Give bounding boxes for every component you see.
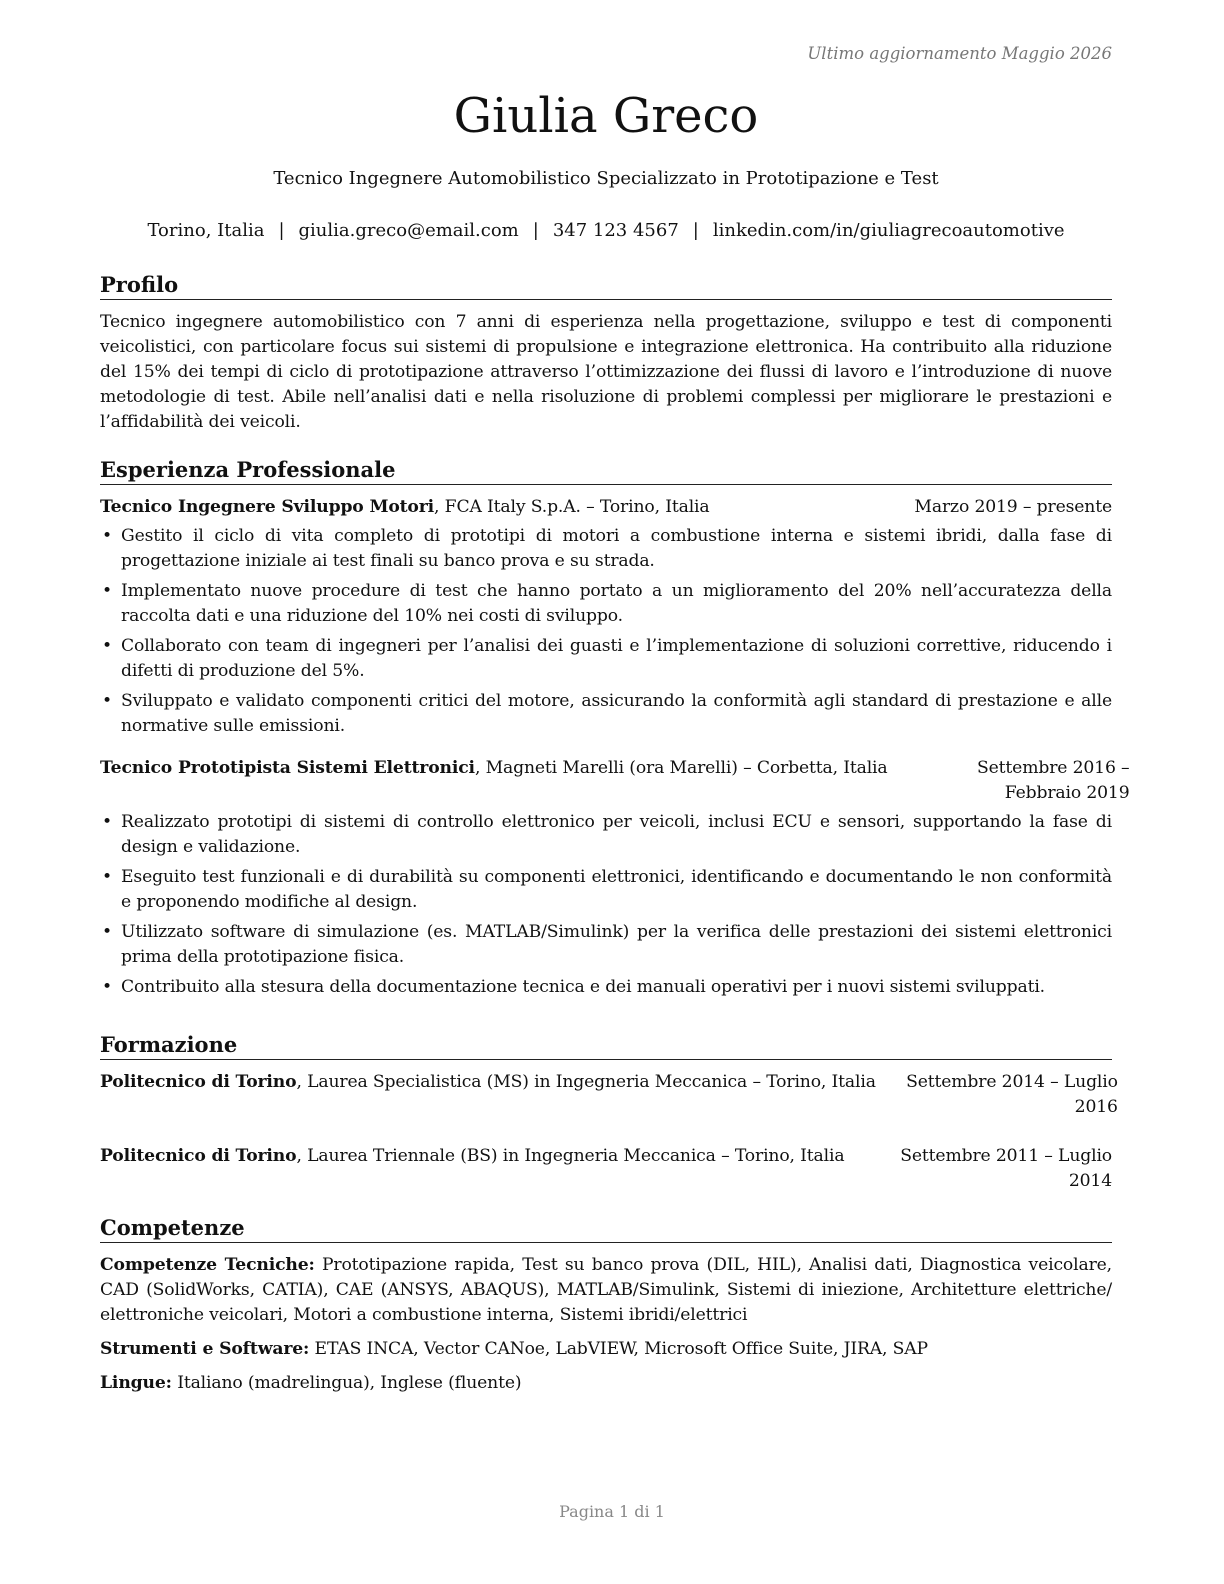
experience-section [100,457,1130,1005]
page-number: Pagina 1 di 1 [559,1502,665,1521]
bullet-icon: • [102,922,112,942]
education-entry [100,1070,1118,1120]
skill-label: Lingue: [100,1373,172,1393]
bullet-icon: • [102,812,112,832]
bullet-item: • Collaborato con team di ingegneri per l’analisi dei guasti e l’implementazione di soluzioni correttive, riducendo i difetti di produzione del 5%. [102,636,1112,681]
bullet-icon: • [102,867,112,887]
education-entry [100,1144,1112,1194]
education-degree: , Laurea Triennale (BS) in Ingegneria Meccanica – Torino, Italia [296,1146,845,1166]
bullet-item: • Sviluppato e validato componenti critici del motore, assicurando la conformità agli standard di prestazione e alle normative sulle emissioni. [102,691,1112,736]
contact-separator: | [532,220,539,241]
job-header [100,495,1112,520]
skill-value: Italiano (madrelingua), Inglese (fluente) [177,1373,522,1393]
job-role: Tecnico Ingegnere Sviluppo Motori [100,497,435,517]
job-role: Tecnico Prototipista Sistemi Elettronici [100,758,475,778]
bullet-item: • Utilizzato software di simulazione (es. MATLAB/Simulink) per la verifica delle prestazioni dei sistemi elettronici prima della prototipazione fisica. [102,922,1112,967]
education-dates: Settembre 2011 – Luglio 2014 [900,1146,1112,1191]
skill-group-technical [100,1253,1112,1328]
section-title-education: Formazione [100,1032,1112,1060]
profile-section [100,272,1112,435]
education-school: Politecnico di Torino [100,1072,297,1092]
job-company: , Magneti Marelli (ora Marelli) – Corbetta, Italia [474,758,888,778]
job-bullets [100,524,1112,739]
section-title-experience: Esperienza Professionale [100,457,1112,485]
bullet-item: • Eseguito test funzionali e di durabilità su componenti elettronici, identificando e documentando le non conformità e proponendo modifiche al design. [102,867,1112,912]
section-title-profile: Profilo [100,272,1112,300]
candidate-headline: Tecnico Ingegnere Automobilistico Specializzato in Prototipazione e Test [273,168,939,189]
job-entry [100,756,1130,1000]
bullet-icon: • [102,691,112,711]
job-dates: Settembre 2016 – Febbraio 2019 [977,758,1130,803]
last-updated-note: Ultimo aggiornamento Maggio 2026 [807,44,1112,63]
bullet-item: • Gestito il ciclo di vita completo di prototipi di motori a combustione interna e sistemi ibridi, dalla fase di progettazione iniziale ai test finali su banco prova e su strada. [102,526,1112,571]
skill-value: Prototipazione rapida, Test su banco prova (DIL, HIL), Analisi dati, Diagnostica veicolare, CAD (SolidWorks, CATIA), CAE (ANSYS, ABAQUS), MATLAB/Simulink, Sistemi di iniezione, Architetture elettriche/ elettroniche veicolari, Motori a combustione interna, Sistemi ibridi/elettrici [100,1255,1112,1325]
education-dates: Settembre 2014 – Luglio 2016 [906,1072,1118,1117]
bullet-item: • Contribuito alla stesura della documentazione tecnica e dei manuali operativi per i nuovi sistemi sviluppati. [100,975,1112,1000]
section-title-skills: Competenze [100,1215,1112,1243]
skill-label: Strumenti e Software: [100,1339,310,1359]
contact-separator: | [278,220,285,241]
job-company: , FCA Italy S.p.A. – Torino, Italia [434,497,710,517]
contact-line [100,219,1112,243]
contact-location: Torino, Italia [147,220,265,241]
contact-phone[interactable]: 347 123 4567 [552,220,679,241]
education-school: Politecnico di Torino [100,1146,297,1166]
job-bullets [100,810,1112,1000]
education-section [100,1032,1118,1194]
contact-linkedin[interactable]: linkedin.com/in/giuliagrecoautomotive [712,220,1065,241]
bullet-icon: • [102,977,112,997]
bullet-item: • Implementato nuove procedure di test che hanno portato a un miglioramento del 20% nell’accuratezza della raccolta dati e una riduzione del 10% nei costi di sviluppo. [102,581,1112,626]
skill-label: Competenze Tecniche: [100,1255,315,1275]
contact-separator: | [692,220,699,241]
bullet-item: • Realizzato prototipi di sistemi di controllo elettronico per veicoli, inclusi ECU e sensori, supportando la fase di design e validazione. [102,812,1112,857]
job-header [100,756,1130,806]
skill-value: ETAS INCA, Vector CANoe, LabVIEW, Microsoft Office Suite, JIRA, SAP [314,1339,928,1359]
education-degree: , Laurea Specialistica (MS) in Ingegneria Meccanica – Torino, Italia [296,1072,876,1092]
bullet-icon: • [102,526,112,546]
skill-group-tools [100,1337,1112,1362]
job-dates: Marzo 2019 – presente [914,497,1112,517]
job-entry [100,495,1112,739]
bullet-icon: • [102,581,112,601]
skill-group-languages [100,1371,1112,1396]
bullet-icon: • [102,636,112,656]
candidate-name: Giulia Greco [453,88,759,144]
contact-email[interactable]: giulia.greco@email.com [298,220,519,241]
profile-summary: Tecnico ingegnere automobilistico con 7 anni di esperienza nella progettazione, sviluppo e test di componenti veicolistici, con particolare focus sui sistemi di propulsione e integrazione elettronica. Ha contribuito alla riduzione del 15% dei tempi di ciclo di prototipazione attraverso l’ottimizzazione dei flussi di lavoro e l’introduzione di nuove metodologie di test. Abile nell’analisi dati e nella risoluzione di problemi complessi per migliorare le prestazioni e l’affidabilità dei veicoli. [100,312,1112,432]
skills-section [100,1215,1112,1405]
